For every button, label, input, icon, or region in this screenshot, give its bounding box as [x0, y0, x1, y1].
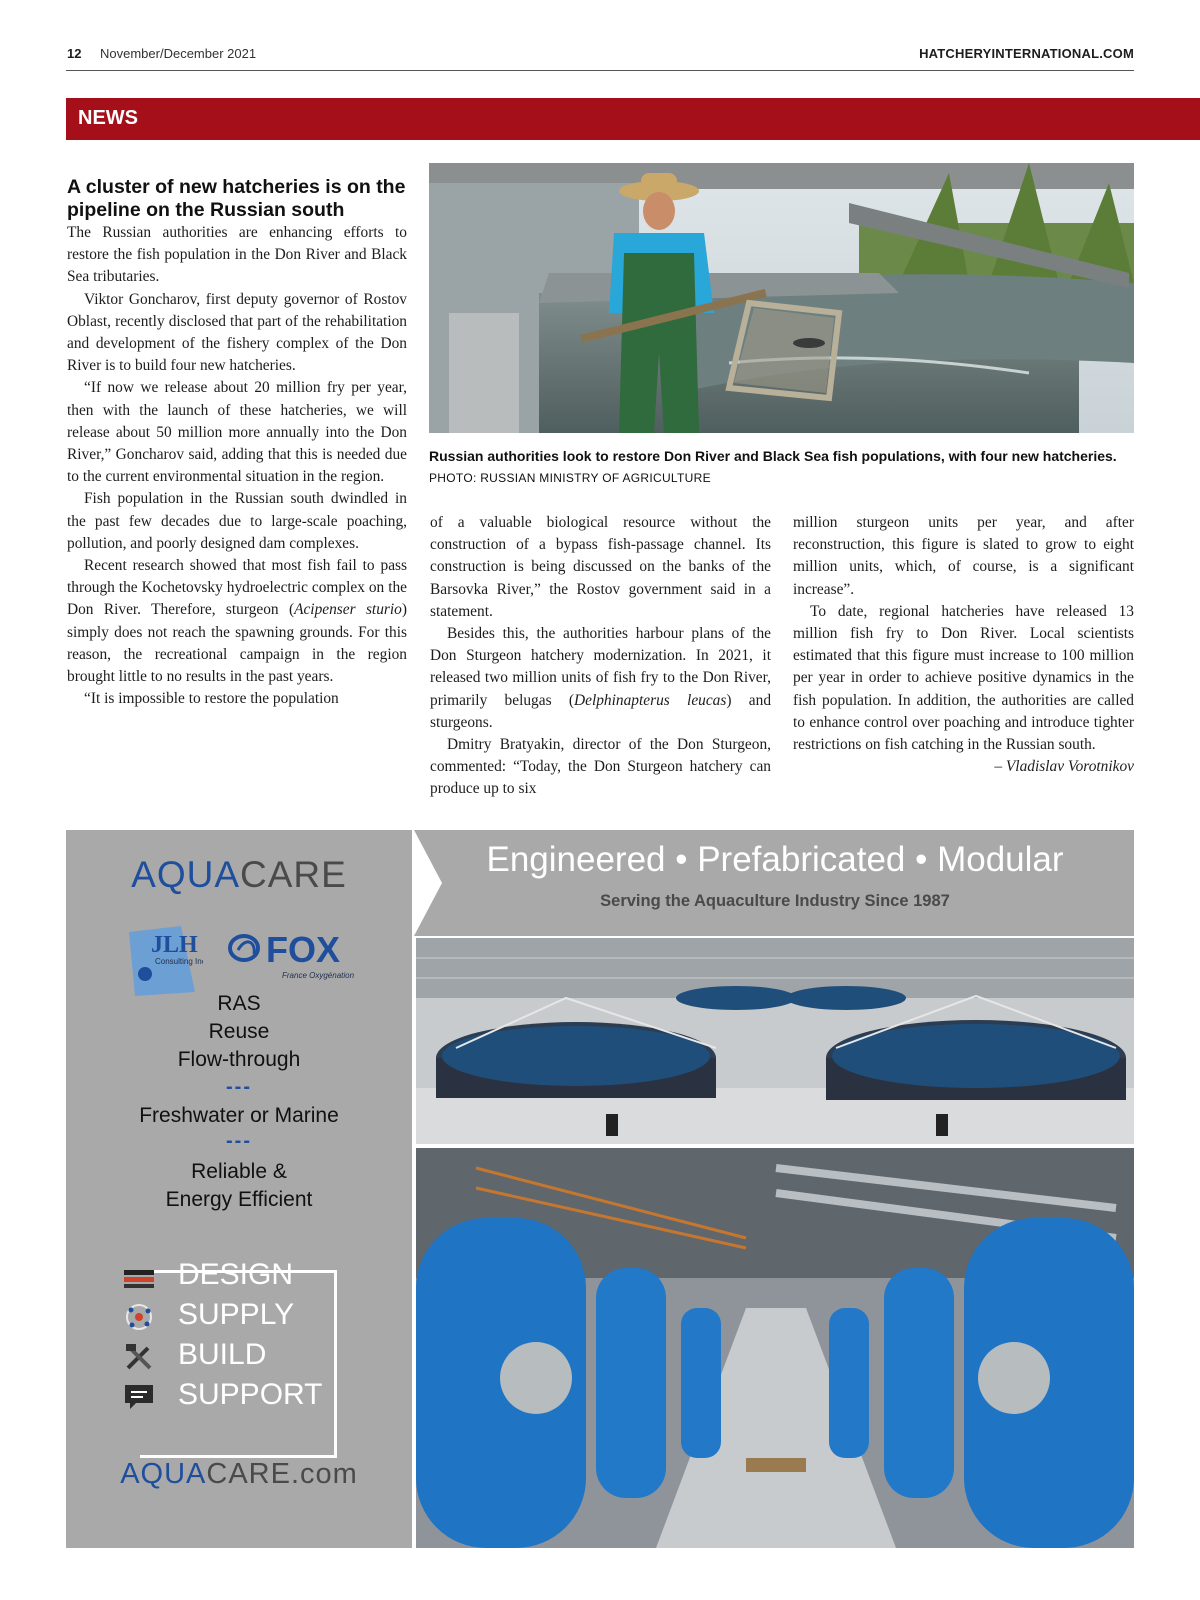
- service-supply: SUPPLY: [122, 1298, 382, 1338]
- fox-subtext: France Oxygénation: [282, 971, 354, 980]
- paragraph: of a valuable biological resource without the construction of a bypass fish-passage channel. Its construction is being discussed on the banks of the Barsovka River,” the Rostov government said in a statement.: [430, 514, 771, 620]
- ad-subline: Serving the Aquaculture Industry Since 1987: [600, 892, 950, 910]
- hatchery-worker-photo: [429, 163, 1134, 433]
- page-number: 12: [67, 46, 82, 61]
- fox-text: FOX: [266, 929, 341, 970]
- aquacare-advertisement[interactable]: [66, 830, 1134, 1548]
- section-bar: [66, 98, 1200, 140]
- paragraph: million sturgeon units per year, and after reconstruction, this figure is slated to grow to eight million units, which, of course, is a significant increase”.: [793, 514, 1134, 598]
- paragraph: The Russian authorities are enhancing efforts to restore the fish population in the Don River and Black Sea tributaries.: [67, 224, 407, 286]
- paragraph: Besides this, the authorities harbour plans of the Don Sturgeon hatchery modernization. In 2021, it released two million units of fish fry to the Don River, primarily belugas (Delphinapterus leucas) and sturgeons.: [430, 625, 772, 731]
- fox-france-oxygenation-logo: [224, 924, 354, 984]
- caption-text: Russian authorities look to restore Don River and Black Sea fish populations, with four new hatcheries.: [429, 448, 1117, 464]
- ad-photo-tanks: [416, 938, 1134, 1144]
- aquacare-logo[interactable]: AQUACARE: [131, 854, 347, 895]
- service-build: BUILD: [122, 1338, 382, 1378]
- paragraph: Viktor Goncharov, first deputy governor of Rostov Oblast, recently disclosed that part of the rehabilitation and development of the fishery complex of the Don River is to build four new hatcheries.: [67, 290, 407, 375]
- efficiency-claim: Reliable & Energy Efficient: [165, 1160, 313, 1211]
- aquacare-website-link[interactable]: AQUACARE.com: [120, 1458, 358, 1490]
- chat-bubble-icon: [122, 1382, 156, 1412]
- species-name: Acipenser sturio: [294, 601, 402, 619]
- paragraph: “If now we release about 20 million fry per year, then with the launch of these hatcheries, we will release about 50 million more annually into the Don River,” Goncharov said, adding that this is needed due to the current environmental situation in the region.: [67, 379, 407, 486]
- article-column-3: [793, 512, 1134, 778]
- system-item: Flow-through: [177, 1048, 301, 1071]
- ad-photo-filters: [416, 1148, 1134, 1548]
- photo-credit: PHOTO: RUSSIAN MINISTRY OF AGRICULTURE: [429, 471, 711, 485]
- system-types: [66, 990, 412, 1074]
- article-column-2: [430, 512, 771, 801]
- paragraph: To date, regional hatcheries have released 13 million fish fry to Don River. Local scientists estimated that this figure must increase to 100 million per year in order to achieve positive dynamics in the fish population. In addition, the authorities are called to enhance control over poaching and introduce tighter restrictions on fish catching in the Russian south.: [793, 602, 1134, 754]
- system-item: Reuse: [208, 1020, 270, 1043]
- paragraph: Recent research showed that most fish fail to pass through the Kochetovsky hydroelectric complex on the Don River. Therefore, sturgeon (Acipenser sturio) simply does not reach the spawning grounds. For this reason, the recreational campaign in the region brought little to no results in the past years.: [67, 557, 408, 686]
- species-name: Delphinapterus leucas: [574, 691, 727, 709]
- service-design: DESIGN: [122, 1258, 382, 1298]
- paragraph: Fish population in the Russian south dwindled in the past few decades due to large-scale poaching, pollution, and poorly designed dam complexes.: [67, 490, 407, 552]
- service-support: SUPPORT: [122, 1378, 382, 1418]
- divider-dashes: ---: [226, 1076, 252, 1098]
- photo-caption: [429, 446, 1134, 489]
- article-column-1: [67, 222, 407, 710]
- jlh-subtext: Consulting Inc.: [155, 957, 203, 966]
- ad-tagline: Engineered • Prefabricated • Modular: [486, 840, 1064, 879]
- system-item: RAS: [217, 992, 261, 1015]
- byline: – Vladislav Vorotnikov: [994, 758, 1134, 776]
- jlh-text: JLH: [151, 932, 198, 958]
- section-label: NEWS: [78, 107, 138, 129]
- site-url[interactable]: HATCHERYINTERNATIONAL.COM: [919, 46, 1134, 61]
- water-type: Freshwater or Marine: [139, 1104, 339, 1127]
- article-headline: A cluster of new hatcheries is on the pipeline on the Russian south: [67, 176, 406, 221]
- jlh-consulting-logo: [121, 922, 203, 998]
- paragraph: Dmitry Bratyakin, director of the Don Sturgeon, commented: “Today, the Don Sturgeon hatchery can produce up to six: [430, 736, 771, 798]
- issue-date: November/December 2021: [100, 46, 257, 61]
- paragraph: “It is impossible to restore the population: [84, 690, 339, 708]
- article-photo: [429, 163, 1134, 433]
- globe-network-icon: [122, 1302, 156, 1332]
- pencil-ruler-icon: [122, 1262, 156, 1292]
- header-rule: [66, 70, 1134, 71]
- hammer-wrench-icon: [122, 1342, 156, 1372]
- divider-dashes: ---: [226, 1130, 252, 1152]
